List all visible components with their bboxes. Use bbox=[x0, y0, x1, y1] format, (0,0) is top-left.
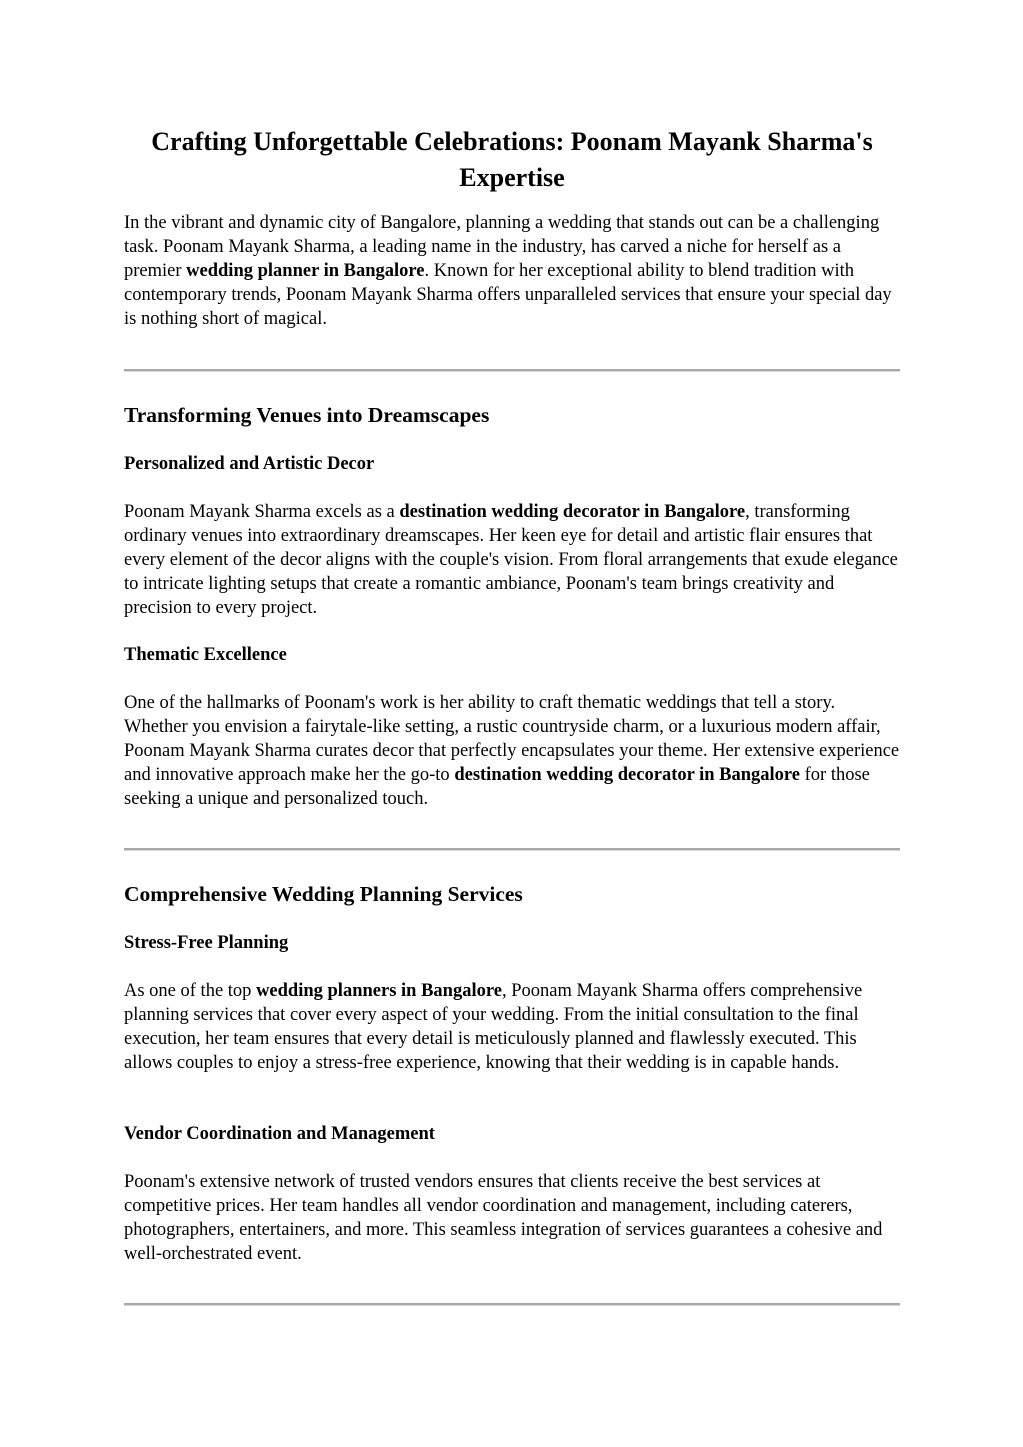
section1-sub2-paragraph bbox=[124, 691, 900, 811]
divider-2 bbox=[124, 848, 900, 851]
section1-sub1-text-2: , transforming ordinary venues into extraordinary dreamscapes. Her keen eye for detail and artistic flair ensures that every element of the decor aligns with the couple's vision. From floral arrangements that exude elegance to intricate lighting setups that create a romantic ambiance, Poonam's team brings creativity and precision to every project. bbox=[124, 502, 898, 618]
intro-bold-1: wedding planner in Bangalore bbox=[186, 261, 425, 281]
section2-sub1-bold-1: wedding planners in Bangalore bbox=[256, 981, 502, 1001]
intro-text-2: . Known for her exceptional ability to blend tradition with contemporary trends, Poonam Mayank Sharma offers unparalleled services that ensure your special day is nothing short of magical. bbox=[124, 261, 892, 329]
section2-heading: Comprehensive Wedding Planning Services bbox=[124, 882, 523, 906]
section1-sub2-text-1: One of the hallmarks of Poonam's work is her ability to craft thematic weddings that tell a story. Whether you envision a fairytale-like setting, a rustic countryside charm, or a luxurious modern affair, Poonam Mayank Sharma curates decor that perfectly encapsulates your theme. Her extensive experience and innovative approach make her the go-to bbox=[124, 693, 900, 785]
divider-3 bbox=[124, 1303, 900, 1306]
section1-sub2-heading: Thematic Excellence bbox=[124, 645, 287, 665]
intro-paragraph bbox=[124, 211, 900, 331]
section2-sub1-heading: Stress-Free Planning bbox=[124, 933, 289, 953]
section1-sub1-bold-1: destination wedding decorator in Bangalore bbox=[399, 502, 746, 522]
section2-sub2-heading: Vendor Coordination and Management bbox=[124, 1124, 435, 1144]
section2-sub2-paragraph: Poonam's extensive network of trusted vendors ensures that clients receive the best services at competitive prices. Her team handles all vendor coordination and management, including caterers, photographers, entertainers, and more. This seamless integration of services guarantees a cohesive and well-orchestrated event. bbox=[124, 1172, 883, 1264]
divider-1 bbox=[124, 369, 900, 372]
section2-sub1-text-2: , Poonam Mayank Sharma offers comprehensive planning services that cover every aspect of your wedding. From the initial consultation to the final execution, her team ensures that every detail is meticulously planned and flawlessly executed. This allows couples to enjoy a stress-free experience, knowing that their wedding is in capable hands. bbox=[124, 981, 863, 1073]
section1-sub1-text-1: Poonam Mayank Sharma excels as a bbox=[124, 502, 400, 522]
section1-sub1-paragraph bbox=[124, 500, 900, 620]
section1-heading: Transforming Venues into Dreamscapes bbox=[124, 403, 490, 427]
section1-sub2-bold-1: destination wedding decorator in Bangalore bbox=[454, 765, 801, 785]
section1-sub1-heading: Personalized and Artistic Decor bbox=[124, 454, 375, 474]
section2-sub1-paragraph bbox=[124, 979, 900, 1075]
section1-sub2-text-2: for those seeking a unique and personalized touch. bbox=[124, 765, 870, 809]
intro-text-1: In the vibrant and dynamic city of Bangalore, planning a wedding that stands out can be a challenging task. Poonam Mayank Sharma, a leading name in the industry, has carved a niche for herself as a premier bbox=[124, 213, 880, 281]
page-title: Crafting Unforgettable Celebrations: Poonam Mayank Sharma's Expertise bbox=[151, 127, 873, 192]
section2-sub1-text-1: As one of the top bbox=[124, 981, 257, 1001]
